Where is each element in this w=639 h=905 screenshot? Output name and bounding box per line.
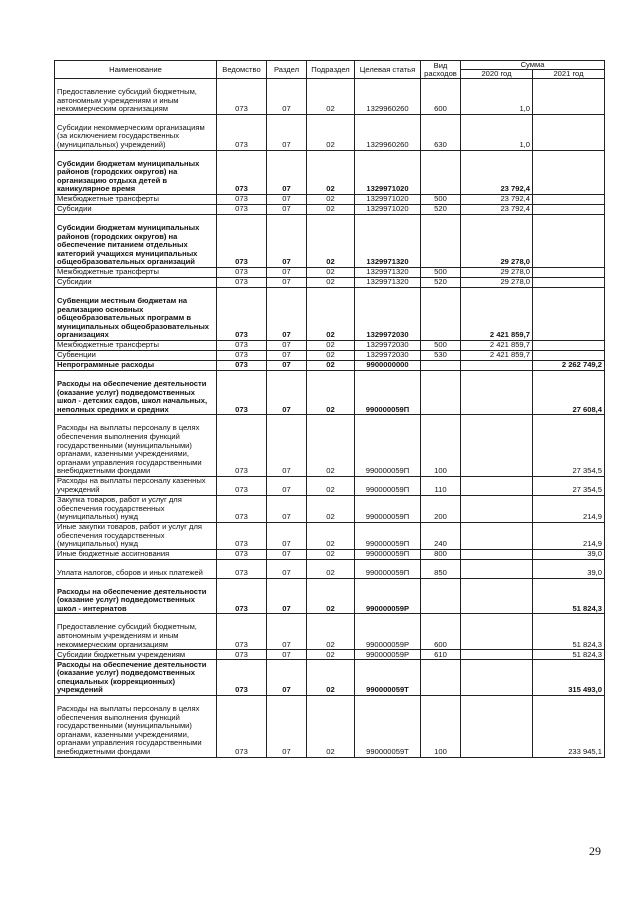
- row-dept: 073: [217, 194, 267, 204]
- row-subsection: 02: [307, 214, 355, 267]
- row-sum-2020: [461, 495, 533, 522]
- row-target: 990000059П: [355, 495, 421, 522]
- row-subsection: 02: [307, 370, 355, 414]
- row-target: 990000059П: [355, 549, 421, 559]
- row-subsection: 02: [307, 150, 355, 194]
- row-subsection: 02: [307, 549, 355, 559]
- row-target: 990000059П: [355, 370, 421, 414]
- table-row: [55, 476, 605, 495]
- row-sum-2021: 27 354,5: [533, 476, 605, 495]
- row-kind: 520: [421, 277, 461, 287]
- table-row: [55, 495, 605, 522]
- row-target: 990000059Р: [355, 614, 421, 650]
- budget-table: [54, 60, 605, 758]
- row-name: Уплата налогов, сборов и иных платежей: [55, 559, 217, 578]
- table-row: [55, 549, 605, 559]
- row-dept: 073: [217, 695, 267, 757]
- row-dept: 073: [217, 660, 267, 696]
- row-dept: 073: [217, 578, 267, 614]
- row-section: 07: [267, 370, 307, 414]
- row-target: 990000059Р: [355, 578, 421, 614]
- row-dept: 073: [217, 277, 267, 287]
- row-target: 1329960260: [355, 114, 421, 150]
- row-subsection: 02: [307, 650, 355, 660]
- row-sum-2021: 51 824,3: [533, 650, 605, 660]
- header-2020: 2020 год: [461, 70, 533, 79]
- row-sum-2021: [533, 194, 605, 204]
- row-subsection: 02: [307, 522, 355, 549]
- row-dept: 073: [217, 150, 267, 194]
- row-subsection: 02: [307, 114, 355, 150]
- row-dept: 073: [217, 559, 267, 578]
- row-section: 07: [267, 267, 307, 277]
- row-name: Субсидии бюджетам муниципальных районов (городских округов) на обеспечение питанием отдельных категорий учащихся муниципальных общеобразовательных организаций: [55, 214, 217, 267]
- row-name: Расходы на обеспечение деятельности (оказание услуг) подведомственных школ - детских садов, школ начальных, неполных средних и средних: [55, 370, 217, 414]
- row-section: 07: [267, 150, 307, 194]
- row-subsection: 02: [307, 79, 355, 115]
- row-name: Иные закупки товаров, работ и услуг для обеспечения государственных (муниципальных) нужд: [55, 522, 217, 549]
- row-section: 07: [267, 578, 307, 614]
- table-row: [55, 150, 605, 194]
- row-target: 1329972030: [355, 287, 421, 340]
- row-dept: 073: [217, 287, 267, 340]
- row-name: Межбюджетные трансферты: [55, 194, 217, 204]
- row-target: 990000059Т: [355, 660, 421, 696]
- row-name: Иные бюджетные ассигнования: [55, 549, 217, 559]
- row-name: Межбюджетные трансферты: [55, 340, 217, 350]
- row-kind: 110: [421, 476, 461, 495]
- row-section: 07: [267, 476, 307, 495]
- row-kind: [421, 370, 461, 414]
- row-target: 990000059Р: [355, 650, 421, 660]
- row-section: 07: [267, 650, 307, 660]
- row-subsection: 02: [307, 360, 355, 370]
- row-sum-2021: [533, 204, 605, 214]
- row-name: Расходы на обеспечение деятельности (оказание услуг) подведомственных школ - интернатов: [55, 578, 217, 614]
- row-subsection: 02: [307, 578, 355, 614]
- row-sum-2020: [461, 476, 533, 495]
- row-kind: 610: [421, 650, 461, 660]
- row-sum-2021: [533, 350, 605, 360]
- row-name: Субвенции местным бюджетам на реализацию основных общеобразовательных программ в муниципальных общеобразовательных организациях: [55, 287, 217, 340]
- row-kind: 100: [421, 695, 461, 757]
- table-row: [55, 578, 605, 614]
- row-dept: 073: [217, 495, 267, 522]
- row-kind: 600: [421, 79, 461, 115]
- row-name: Расходы на выплаты персоналу в целях обеспечения выполнения функций государственными (муниципальными) органами, казенными учреждениями, органами управления государственными внебюджетными фондами: [55, 415, 217, 477]
- row-sum-2020: [461, 660, 533, 696]
- row-sum-2020: 2 421 859,7: [461, 350, 533, 360]
- row-sum-2021: 51 824,3: [533, 578, 605, 614]
- table-row: [55, 370, 605, 414]
- row-sum-2020: [461, 360, 533, 370]
- row-name: Предоставление субсидий бюджетным, автономным учреждениям и иным некоммерческим организациям: [55, 614, 217, 650]
- row-name: Субсидии некоммерческим организациям (за исключением государственных (муниципальных) учреждений): [55, 114, 217, 150]
- row-name: Расходы на обеспечение деятельности (оказание услуг) подведомственных специальных (коррекционных) учреждений: [55, 660, 217, 696]
- row-target: 1329971320: [355, 267, 421, 277]
- row-target: 1329960260: [355, 79, 421, 115]
- row-sum-2021: 27 354,5: [533, 415, 605, 477]
- row-section: 07: [267, 350, 307, 360]
- row-sum-2020: 23 792,4: [461, 204, 533, 214]
- row-sum-2020: [461, 415, 533, 477]
- row-kind: 500: [421, 340, 461, 350]
- row-name: Межбюджетные трансферты: [55, 267, 217, 277]
- row-sum-2020: [461, 549, 533, 559]
- row-sum-2020: 1,0: [461, 79, 533, 115]
- row-section: 07: [267, 214, 307, 267]
- row-section: 07: [267, 559, 307, 578]
- header-section: Раздел: [267, 61, 307, 79]
- row-dept: 073: [217, 549, 267, 559]
- table-header: [55, 61, 605, 79]
- table-row: [55, 360, 605, 370]
- row-name: Закупка товаров, работ и услуг для обеспечения государственных (муниципальных) нужд: [55, 495, 217, 522]
- row-target: 9900000000: [355, 360, 421, 370]
- row-sum-2021: [533, 79, 605, 115]
- header-2021: 2021 год: [533, 70, 605, 79]
- row-sum-2021: [533, 277, 605, 287]
- table-row: [55, 114, 605, 150]
- row-target: 990000059П: [355, 476, 421, 495]
- row-dept: 073: [217, 340, 267, 350]
- row-target: 1329971020: [355, 204, 421, 214]
- row-section: 07: [267, 360, 307, 370]
- row-section: 07: [267, 79, 307, 115]
- row-sum-2021: 51 824,3: [533, 614, 605, 650]
- row-kind: [421, 287, 461, 340]
- row-target: 1329972030: [355, 350, 421, 360]
- table-row: [55, 79, 605, 115]
- row-sum-2020: 2 421 859,7: [461, 287, 533, 340]
- row-section: 07: [267, 204, 307, 214]
- row-dept: 073: [217, 360, 267, 370]
- row-dept: 073: [217, 650, 267, 660]
- row-section: 07: [267, 495, 307, 522]
- row-name: Предоставление субсидий бюджетным, автономным учреждениям и иным некоммерческим организациям: [55, 79, 217, 115]
- row-kind: [421, 578, 461, 614]
- row-kind: 500: [421, 194, 461, 204]
- row-kind: 600: [421, 614, 461, 650]
- row-sum-2021: 214,9: [533, 522, 605, 549]
- table-row: [55, 194, 605, 204]
- row-sum-2021: [533, 214, 605, 267]
- header-sum: Сумма: [461, 61, 605, 70]
- row-sum-2020: [461, 650, 533, 660]
- header-target: Целевая статья: [355, 61, 421, 79]
- table-row: [55, 287, 605, 340]
- row-kind: [421, 660, 461, 696]
- row-sum-2021: 2 262 749,2: [533, 360, 605, 370]
- row-kind: [421, 214, 461, 267]
- row-section: 07: [267, 340, 307, 350]
- row-dept: 073: [217, 350, 267, 360]
- table-row: [55, 695, 605, 757]
- row-sum-2020: 1,0: [461, 114, 533, 150]
- row-dept: 073: [217, 214, 267, 267]
- row-name: Субсидии: [55, 277, 217, 287]
- row-target: 1329971020: [355, 150, 421, 194]
- table-row: [55, 350, 605, 360]
- row-target: 1329972030: [355, 340, 421, 350]
- row-subsection: 02: [307, 495, 355, 522]
- row-section: 07: [267, 522, 307, 549]
- row-kind: 520: [421, 204, 461, 214]
- row-section: 07: [267, 277, 307, 287]
- row-sum-2020: [461, 559, 533, 578]
- row-section: 07: [267, 415, 307, 477]
- table-body: [55, 79, 605, 758]
- row-section: 07: [267, 549, 307, 559]
- table-row: [55, 614, 605, 650]
- row-subsection: 02: [307, 415, 355, 477]
- row-subsection: 02: [307, 287, 355, 340]
- table-row: [55, 340, 605, 350]
- header-subsection: Подраздел: [307, 61, 355, 79]
- row-name: Непрограммные расходы: [55, 360, 217, 370]
- page-number: 29: [589, 844, 601, 858]
- row-dept: 073: [217, 267, 267, 277]
- row-section: 07: [267, 194, 307, 204]
- row-target: 990000059П: [355, 415, 421, 477]
- row-kind: 240: [421, 522, 461, 549]
- row-subsection: 02: [307, 559, 355, 578]
- row-kind: [421, 150, 461, 194]
- header-dept: Ведомство: [217, 61, 267, 79]
- row-sum-2020: 29 278,0: [461, 214, 533, 267]
- row-sum-2020: 2 421 859,7: [461, 340, 533, 350]
- row-kind: 100: [421, 415, 461, 477]
- row-subsection: 02: [307, 476, 355, 495]
- row-dept: 073: [217, 114, 267, 150]
- header-name: Наименование: [55, 61, 217, 79]
- row-subsection: 02: [307, 267, 355, 277]
- row-name: Расходы на выплаты персоналу в целях обеспечения выполнения функций государственными (муниципальными) органами, казенными учреждениями, органами управления государственными внебюджетными фондами: [55, 695, 217, 757]
- row-section: 07: [267, 614, 307, 650]
- row-dept: 073: [217, 79, 267, 115]
- row-sum-2020: 29 278,0: [461, 267, 533, 277]
- row-name: Расходы на выплаты персоналу казенных учреждений: [55, 476, 217, 495]
- header-kind: Вид расходов: [421, 61, 461, 79]
- row-subsection: 02: [307, 695, 355, 757]
- row-sum-2021: 233 945,1: [533, 695, 605, 757]
- row-sum-2020: [461, 695, 533, 757]
- table-row: [55, 660, 605, 696]
- row-kind: 200: [421, 495, 461, 522]
- row-subsection: 02: [307, 204, 355, 214]
- row-sum-2020: [461, 578, 533, 614]
- row-target: 1329971020: [355, 194, 421, 204]
- table-row: [55, 204, 605, 214]
- row-dept: 073: [217, 204, 267, 214]
- table-row: [55, 267, 605, 277]
- row-kind: 500: [421, 267, 461, 277]
- row-sum-2021: 214,9: [533, 495, 605, 522]
- table-row: [55, 650, 605, 660]
- row-target: 990000059П: [355, 559, 421, 578]
- row-target: 1329971320: [355, 277, 421, 287]
- row-subsection: 02: [307, 340, 355, 350]
- row-target: 990000059Т: [355, 695, 421, 757]
- table-row: [55, 559, 605, 578]
- row-sum-2021: 27 608,4: [533, 370, 605, 414]
- row-name: Субвенции: [55, 350, 217, 360]
- row-sum-2020: 23 792,4: [461, 150, 533, 194]
- row-subsection: 02: [307, 277, 355, 287]
- row-section: 07: [267, 114, 307, 150]
- row-kind: 850: [421, 559, 461, 578]
- row-name: Субсидии бюджетным учреждениям: [55, 650, 217, 660]
- row-kind: [421, 360, 461, 370]
- row-sum-2020: 23 792,4: [461, 194, 533, 204]
- row-sum-2021: [533, 287, 605, 340]
- row-dept: 073: [217, 522, 267, 549]
- row-sum-2021: 39,0: [533, 559, 605, 578]
- row-kind: 530: [421, 350, 461, 360]
- row-subsection: 02: [307, 350, 355, 360]
- row-sum-2020: [461, 370, 533, 414]
- row-target: 1329971320: [355, 214, 421, 267]
- row-dept: 073: [217, 476, 267, 495]
- row-sum-2021: [533, 150, 605, 194]
- row-dept: 073: [217, 415, 267, 477]
- row-sum-2021: [533, 340, 605, 350]
- row-dept: 073: [217, 614, 267, 650]
- row-sum-2021: 39,0: [533, 549, 605, 559]
- row-sum-2020: [461, 614, 533, 650]
- row-subsection: 02: [307, 660, 355, 696]
- row-dept: 073: [217, 370, 267, 414]
- table-row: [55, 214, 605, 267]
- row-target: 990000059П: [355, 522, 421, 549]
- row-section: 07: [267, 695, 307, 757]
- row-section: 07: [267, 660, 307, 696]
- row-name: Субсидии: [55, 204, 217, 214]
- row-subsection: 02: [307, 194, 355, 204]
- table-row: [55, 522, 605, 549]
- row-sum-2021: [533, 114, 605, 150]
- row-sum-2020: 29 278,0: [461, 277, 533, 287]
- row-subsection: 02: [307, 614, 355, 650]
- row-kind: 630: [421, 114, 461, 150]
- table-row: [55, 415, 605, 477]
- table-row: [55, 277, 605, 287]
- row-kind: 800: [421, 549, 461, 559]
- row-sum-2021: 315 493,0: [533, 660, 605, 696]
- row-sum-2020: [461, 522, 533, 549]
- row-sum-2021: [533, 267, 605, 277]
- row-name: Субсидии бюджетам муниципальных районов (городских округов) на организацию отдыха детей в каникулярное время: [55, 150, 217, 194]
- row-section: 07: [267, 287, 307, 340]
